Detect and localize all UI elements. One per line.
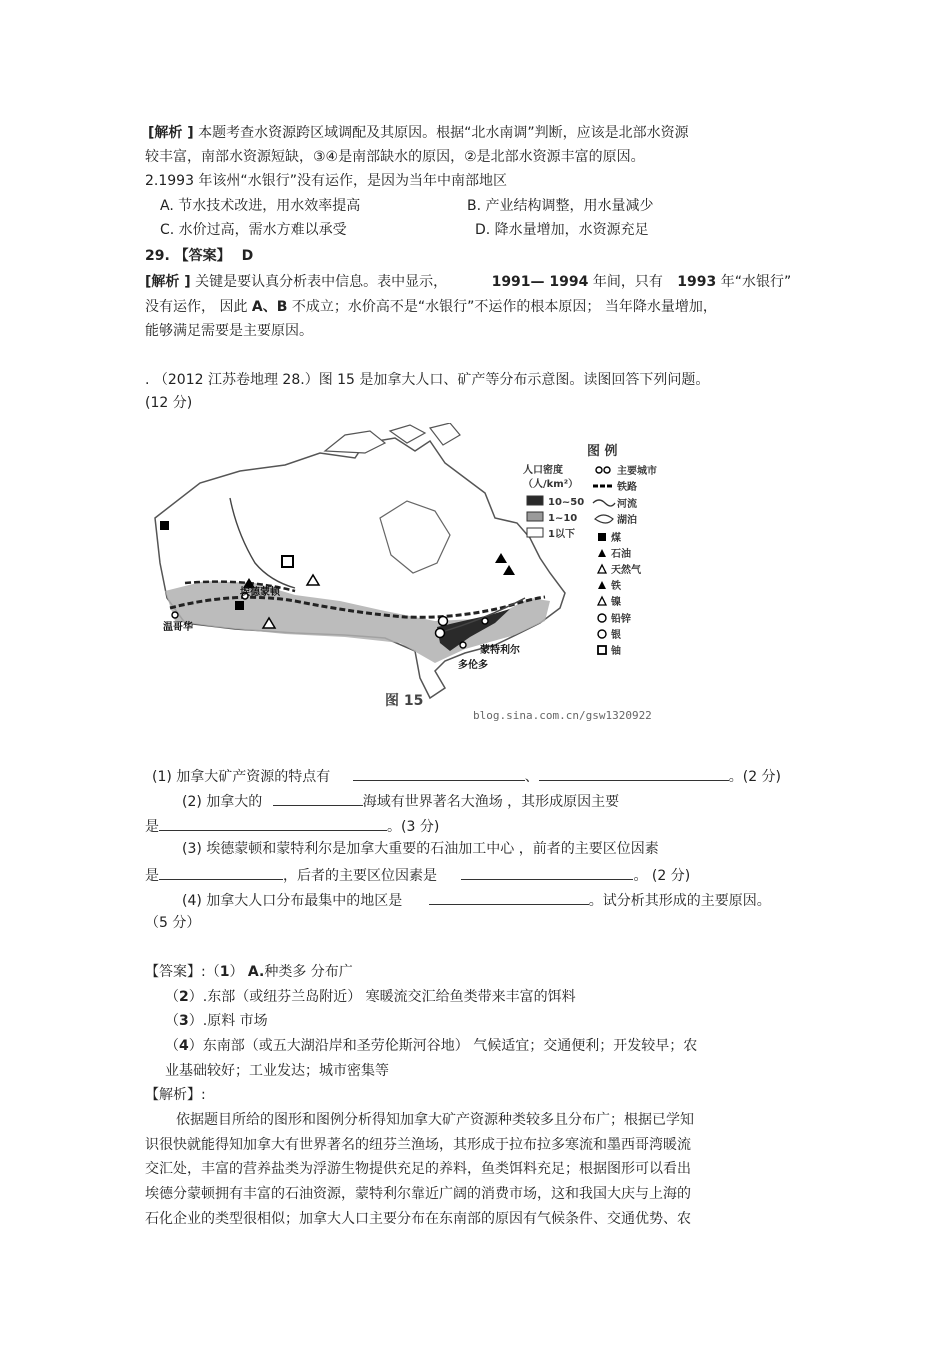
legend-silver-icon <box>598 630 606 638</box>
analysis-29-text-a: 关键是要认真分析表中信息。表中显示， <box>195 274 448 290</box>
answer-2-text: .东部（或纽芬兰岛附近） 寒暖流交汇给鱼类带来丰富的饵料 <box>202 989 576 1005</box>
legend-iron-icon <box>598 581 606 589</box>
sub-question-3: (3) 埃德蒙顿和蒙特利尔是加拿大重要的石油加工中心 ，前者的主要区位因素 <box>182 841 659 857</box>
coal-symbol-1 <box>160 521 169 530</box>
sub-question-3-text-c: ，后者的主要区位因素是 <box>283 868 437 884</box>
legend-oil-icon <box>598 549 606 557</box>
city-marker-toronto <box>460 642 466 648</box>
answer-4-text: 东南部（或五大湖沿岸和圣劳伦斯河谷地） 气候适宜；交通便利；开发较早；农 <box>202 1038 698 1054</box>
answer-line-1 <box>145 962 353 982</box>
analysis-29-years: 1991— 1994 <box>491 274 589 290</box>
legend-uranium-icon <box>598 646 606 654</box>
answer-2-num: 2 <box>179 989 189 1005</box>
legend-label-iron: 铁 <box>611 581 621 592</box>
answer-label: 【答案】:（ <box>145 964 220 980</box>
canada-land <box>155 438 565 698</box>
silver-symbol <box>439 617 448 626</box>
analysis-29-text-2a: 没有运作， 因此 <box>145 299 248 315</box>
city-label-montreal: 蒙特利尔 <box>480 645 520 656</box>
sub-question-1-text: (1) 加拿大矿产资源的特点有 <box>152 769 331 785</box>
answer-3-text: .原料 市场 <box>202 1013 268 1029</box>
separator: 、 <box>524 769 539 785</box>
final-analysis-p4: 埃德分蒙顿拥有丰富的石油资源，蒙特利尔靠近广阔的消费市场，这和我国大庆与上海的 <box>145 1186 691 1202</box>
answer-2-close: ） <box>188 989 203 1005</box>
sub-question-2 <box>182 790 619 812</box>
question-2-stem: 2.1993 年该州“水银行”没有运作，是因为当年中南部地区 <box>145 173 507 189</box>
legend-density-title: 人口密度 <box>523 465 563 476</box>
legend-label-silver: 银 <box>611 630 621 641</box>
coal-symbol-2 <box>235 601 244 610</box>
legend-density-label-mid: 1~10 <box>548 513 578 524</box>
legend-city-icon-2 <box>604 467 610 473</box>
answer-29-value: D <box>241 248 254 264</box>
answer-1-paren: ） <box>229 964 244 980</box>
answer-4-num: 4 <box>179 1038 189 1054</box>
figure-watermark: blog.sina.com.cn/gsw1320922 <box>473 709 652 722</box>
answer-blank-4[interactable] <box>429 889 589 905</box>
legend-density-swatch-high <box>527 496 543 505</box>
legend-label-oil: 石油 <box>611 549 631 560</box>
analysis-29-options: A、B <box>251 299 288 315</box>
legend-density-unit: （人/km²） <box>523 479 579 490</box>
analysis-29-text-2c: 不成立；水价高不是“水银行”不运作的根本原因； 当年降水量增加， <box>291 299 717 315</box>
figure-caption: 图 15 <box>385 693 424 709</box>
map-legend <box>523 443 657 657</box>
sub-question-4-text-b: 。试分析其形成的主要原因。 <box>588 893 771 909</box>
final-analysis-p1: 依据题目所给的图形和图例分析得知加拿大矿产资源种类较多且分布广；根据已学知 <box>176 1112 694 1128</box>
answer-line-3 <box>165 1011 268 1031</box>
sub-question-2-text-c: 是 <box>145 819 159 835</box>
analysis-29-year: 1993 <box>677 274 717 290</box>
answer-3-num: 3 <box>179 1013 189 1029</box>
answer-3-open: （ <box>165 1013 179 1029</box>
analysis-label: [解析 ] <box>148 125 194 141</box>
legend-gas-icon <box>598 565 606 573</box>
answer-2-open: （ <box>165 989 179 1005</box>
analysis-29-text-e: 年“水银行” <box>720 274 792 290</box>
answer-line-5: 业基础较好；工业发达；城市密集等 <box>165 1063 389 1079</box>
final-analysis-p5: 石化企业的类型很相似；加拿大人口主要分布在东南部的原因有气候条件、交通优势、农 <box>145 1211 691 1227</box>
analysis-29-line-2 <box>145 297 717 317</box>
city-marker-vancouver <box>172 612 178 618</box>
legend-density-label-high: 10~50 <box>548 497 585 508</box>
legend-city-icon <box>596 467 602 473</box>
sub-question-3-cont <box>145 864 690 886</box>
final-analysis-label: 【解析】: <box>145 1087 206 1103</box>
legend-label-nickel: 镍 <box>611 597 621 608</box>
answer-blank-1a[interactable] <box>353 765 525 781</box>
analysis-29-line-1 <box>145 272 791 292</box>
legend-label-gas: 天然气 <box>611 565 641 576</box>
answer-blank-1b[interactable] <box>539 765 729 781</box>
answer-1-text: 种类多 分布广 <box>264 964 353 980</box>
canada-map-figure <box>145 423 745 723</box>
answer-4-open: （ <box>165 1038 179 1054</box>
legend-density-swatch-low <box>527 528 543 537</box>
legend-label-lake: 湖泊 <box>617 515 637 526</box>
final-analysis-p2: 识很快就能得知加拿大有世界著名的纽芬兰渔场，其形成于拉布拉多寒流和墨西哥湾暖流 <box>145 1137 691 1153</box>
answer-blank-3b[interactable] <box>461 864 633 880</box>
legend-lake-icon <box>595 515 613 523</box>
answer-line-4 <box>165 1036 697 1056</box>
answer-1-num: 1 <box>219 964 230 980</box>
analysis-line-2: 较丰富，南部水资源短缺，③④是南部缺水的原因，②是北部水资源丰富的原因。 <box>145 149 645 165</box>
sub-question-3-text-b: 是 <box>145 868 159 884</box>
legend-label-lead-zinc: 铅锌 <box>611 614 631 625</box>
sub-question-1-score: 。(2 分) <box>728 769 782 785</box>
legend-lead-zinc-icon <box>598 614 606 622</box>
option-c: C. 水价过高，需水方难以承受 <box>160 222 347 238</box>
answer-29 <box>145 246 253 266</box>
arctic-island-3 <box>430 423 460 445</box>
option-d: D. 降水量增加，水资源充足 <box>475 222 649 238</box>
legend-title: 图 例 <box>587 444 618 459</box>
answer-line-2 <box>165 987 576 1007</box>
analysis-29-line-3: 能够满足需要是主要原因。 <box>145 323 313 339</box>
city-label-vancouver: 温哥华 <box>163 622 193 633</box>
legend-label-uranium: 铀 <box>611 646 621 657</box>
sub-question-2-text-a: (2) 加拿大的 <box>182 794 263 810</box>
option-b: B. 产业结构调整，用水量减少 <box>467 198 654 214</box>
answer-blank-2b[interactable] <box>159 815 387 831</box>
answer-1-option: A. <box>247 964 265 980</box>
legend-label-railway: 铁路 <box>617 482 637 493</box>
city-label-toronto: 多伦多 <box>458 660 488 671</box>
sub-question-4-score: （5 分） <box>145 915 201 931</box>
legend-label-coal: 煤 <box>611 533 621 544</box>
answer-blank-2a[interactable] <box>273 790 363 806</box>
analysis-29-text-c: 年间，只有 <box>592 274 663 290</box>
question-28-stem: . （2012 江苏卷地理 28.）图 15 是加拿大人口、矿产等分布示意图。读图回答下列问题。 <box>145 372 710 388</box>
uranium-symbol <box>282 556 293 567</box>
sub-question-4 <box>182 889 771 911</box>
legend-coal-icon <box>598 533 606 541</box>
sub-question-1 <box>152 765 781 787</box>
lead-zinc-symbol <box>436 629 445 638</box>
question-28-score: (12 分) <box>145 395 193 411</box>
answer-4-close: ） <box>188 1038 203 1054</box>
city-marker-montreal <box>482 618 488 624</box>
option-a: A. 节水技术改进，用水效率提高 <box>160 198 361 214</box>
city-label-edmonton: 埃德蒙顿 <box>240 587 280 598</box>
analysis-29-label: [解析 ] <box>145 274 191 290</box>
sub-question-3-score: 。 (2 分) <box>633 868 691 884</box>
legend-nickel-icon <box>598 597 606 605</box>
answer-blank-3a[interactable] <box>159 864 283 880</box>
legend-river-icon <box>593 500 615 506</box>
sub-question-2-text-b: 海域有世界著名大渔场 ，其形成原因主要 <box>362 794 620 810</box>
legend-label-city: 主要城市 <box>617 466 657 477</box>
analysis-line-1 <box>148 123 689 143</box>
legend-density-label-low: 1以下 <box>548 529 575 540</box>
legend-density-swatch-mid <box>527 512 543 521</box>
sub-question-4-text-a: (4) 加拿大人口分布最集中的地区是 <box>182 893 403 909</box>
final-analysis-p3: 交汇处，丰富的营养盐类为浮游生物提供充足的养料，鱼类饵料充足；根据图形可以看出 <box>145 1161 691 1177</box>
sub-question-2-score: 。(3 分) <box>387 819 440 835</box>
analysis-text: 本题考查水资源跨区域调配及其原因。根据“北水南调”判断，应该是北部水资源 <box>198 125 689 141</box>
sub-question-2-cont <box>145 815 439 837</box>
answer-29-label: 29. 【答案】 <box>145 248 231 264</box>
answer-3-close: ） <box>188 1013 203 1029</box>
legend-label-river: 河流 <box>617 499 637 510</box>
